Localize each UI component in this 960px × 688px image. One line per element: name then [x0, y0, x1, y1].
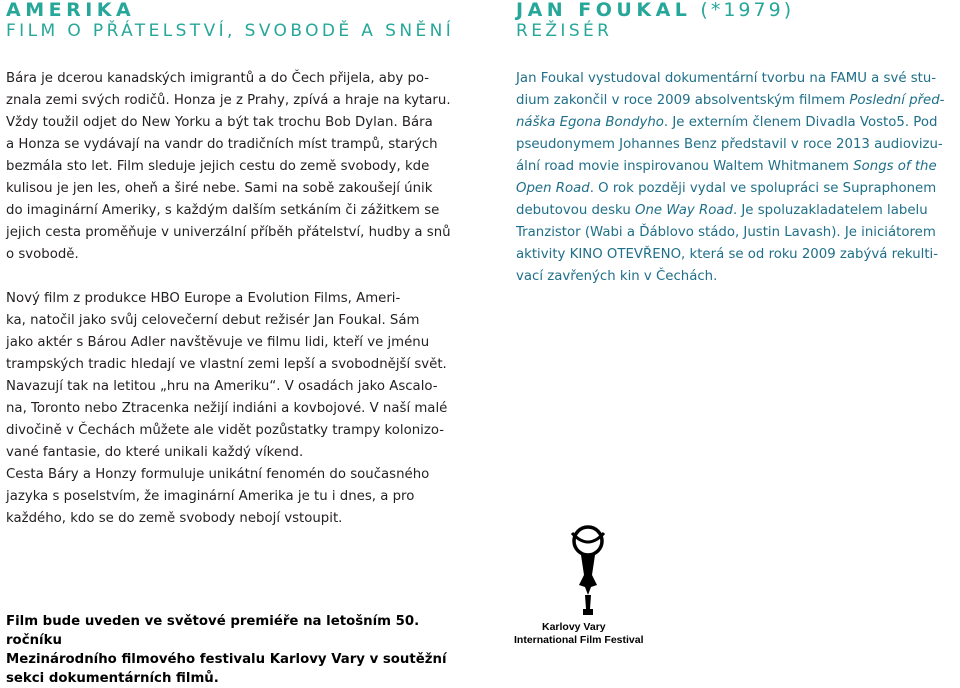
production-text	[6, 288, 466, 530]
bio-line	[516, 90, 956, 112]
premiere-note-line: sekci dokumentárních filmů.	[6, 671, 219, 686]
production-line: Nový film z produkce HBO Europe a Evolution Films, Ameri-	[6, 291, 401, 306]
production-line: vané fantasie, do které unikali každý víkend.	[6, 445, 304, 460]
crystal-globe-trophy-icon	[559, 525, 617, 617]
bio-text: Tranzistor (Wabi a Ďáblovo stádo, Justin Lavash). Je iniciátorem	[516, 225, 936, 240]
premiere-note-line: Mezinárodního filmového festivalu Karlovy Vary v soutěžní	[6, 652, 447, 667]
bio-text: dium zakončil v roce 2009 absolventským filmem	[516, 93, 850, 108]
production-line: Cesta Báry a Honzy formuluje unikátní fenomén do současného	[6, 467, 430, 482]
bio-line	[516, 244, 956, 266]
bio-line	[516, 222, 956, 244]
synopsis-line: Vždy toužil odjet do New Yorku a být tak trochu Bob Dylan. Bára	[6, 115, 433, 130]
bio-title-italic: Poslední před-	[849, 93, 945, 108]
film-title: AMERIKA	[6, 0, 136, 21]
synopsis-line: bezmála sto let. Film sleduje jejich cestu do země svobody, kde	[6, 159, 430, 174]
premiere-note	[6, 612, 476, 688]
bio-text: vací zavřených kin v Čechách.	[516, 269, 718, 284]
premiere-note-line: Film bude uveden ve světové premiéře na letošním 50. ročníku	[6, 614, 420, 648]
bio-text: . O rok později vydal ve spolupráci se Supraphonem	[589, 181, 937, 196]
bio-line	[516, 134, 956, 156]
synopsis-line: Bára je dcerou kanadských imigrantů a do Čech přijela, aby po-	[6, 71, 430, 86]
festival-logo	[514, 525, 664, 647]
synopsis-line: do imaginární Ameriky, s každým dalším setkáním či zážitkem se	[6, 203, 440, 218]
bio-title-italic: Songs of the	[853, 159, 937, 174]
bio-text: ální road movie inspirovanou Waltem Whitmanem	[516, 159, 854, 174]
bio-text: pseudonymem Johannes Benz představil v roce 2013 audiovizu-	[516, 137, 943, 152]
director-heading	[516, 0, 956, 20]
bio-text: . Je spoluzakladatelem labelu	[732, 203, 928, 218]
production-line: každého, kdo se do země svobody nebojí vstoupit.	[6, 511, 343, 526]
right-column	[516, 0, 956, 288]
bio-text: aktivity KINO OTEVŘENO, která se od roku 2009 zabývá rekulti-	[516, 247, 939, 262]
festival-name-line1: Karlovy Vary	[542, 621, 606, 633]
synopsis-line: o svobodě.	[6, 247, 79, 262]
synopsis	[6, 68, 466, 266]
production-line: jako aktér s Bárou Adler navštěvuje ve filmu lidi, kteří ve jménu	[6, 335, 430, 350]
synopsis-line: znala zemi svých rodičů. Honza je z Prahy, zpívá a hraje na kytaru.	[6, 93, 451, 108]
bio-line	[516, 112, 956, 134]
production-line: ka, natočil jako svůj celovečerní debut režisér Jan Foukal. Sám	[6, 313, 420, 328]
director-name: JAN FOUKAL	[516, 0, 692, 21]
festival-name	[514, 621, 664, 647]
festival-name-line2: International Film Festival	[514, 634, 644, 646]
synopsis-line: a Honza se vydávají na vandr do tradičních míst trampů, starých	[6, 137, 438, 152]
bio-line	[516, 178, 956, 200]
bio-title-italic: náška Egona Bondyho	[516, 115, 664, 130]
synopsis-line: jejich cesta proměňuje v univerzální příběh přátelství, hudby a snů	[6, 225, 451, 240]
bio-line	[516, 200, 956, 222]
synopsis-line: kulisou je jen les, oheň a širé nebe. Sami na sobě zakoušejí únik	[6, 181, 433, 196]
production-line: Navazují tak na letitou „hru na Ameriku“. V osadách jako Ascalo-	[6, 379, 438, 394]
production-line: na, Toronto nebo Ztracenka nežijí indiáni a kovbojové. V naší malé	[6, 401, 448, 416]
bio-line	[516, 156, 956, 178]
bio-text: Jan Foukal vystudoval dokumentární tvorbu na FAMU a své stu-	[516, 71, 937, 86]
bio-text: debutovou desku	[516, 203, 635, 218]
bio-text: . Je externím členem Divadla Vosto5. Pod	[663, 115, 938, 130]
production-line: trampských tradic hledají ve vlastní zemi lepší a svobodnější svět.	[6, 357, 447, 372]
left-column	[6, 0, 466, 530]
bio-line	[516, 68, 956, 90]
bio-title-italic: Open Road	[516, 181, 590, 196]
film-subtitle: FILM O PŘÁTELSTVÍ, SVOBODĚ A SNĚNÍ	[6, 21, 455, 41]
bio-title-italic: One Way Road	[635, 203, 733, 218]
director-bio	[516, 68, 956, 288]
production-line: divočině v Čechách můžete ale vidět pozůstatky trampy kolonizo-	[6, 423, 445, 438]
director-role: REŽISÉR	[516, 21, 613, 41]
director-birth-year: (*1979)	[691, 0, 795, 21]
production-line: jazyka s poselstvím, že imaginární Amerika je tu i dnes, a pro	[6, 489, 415, 504]
bio-line	[516, 266, 956, 288]
